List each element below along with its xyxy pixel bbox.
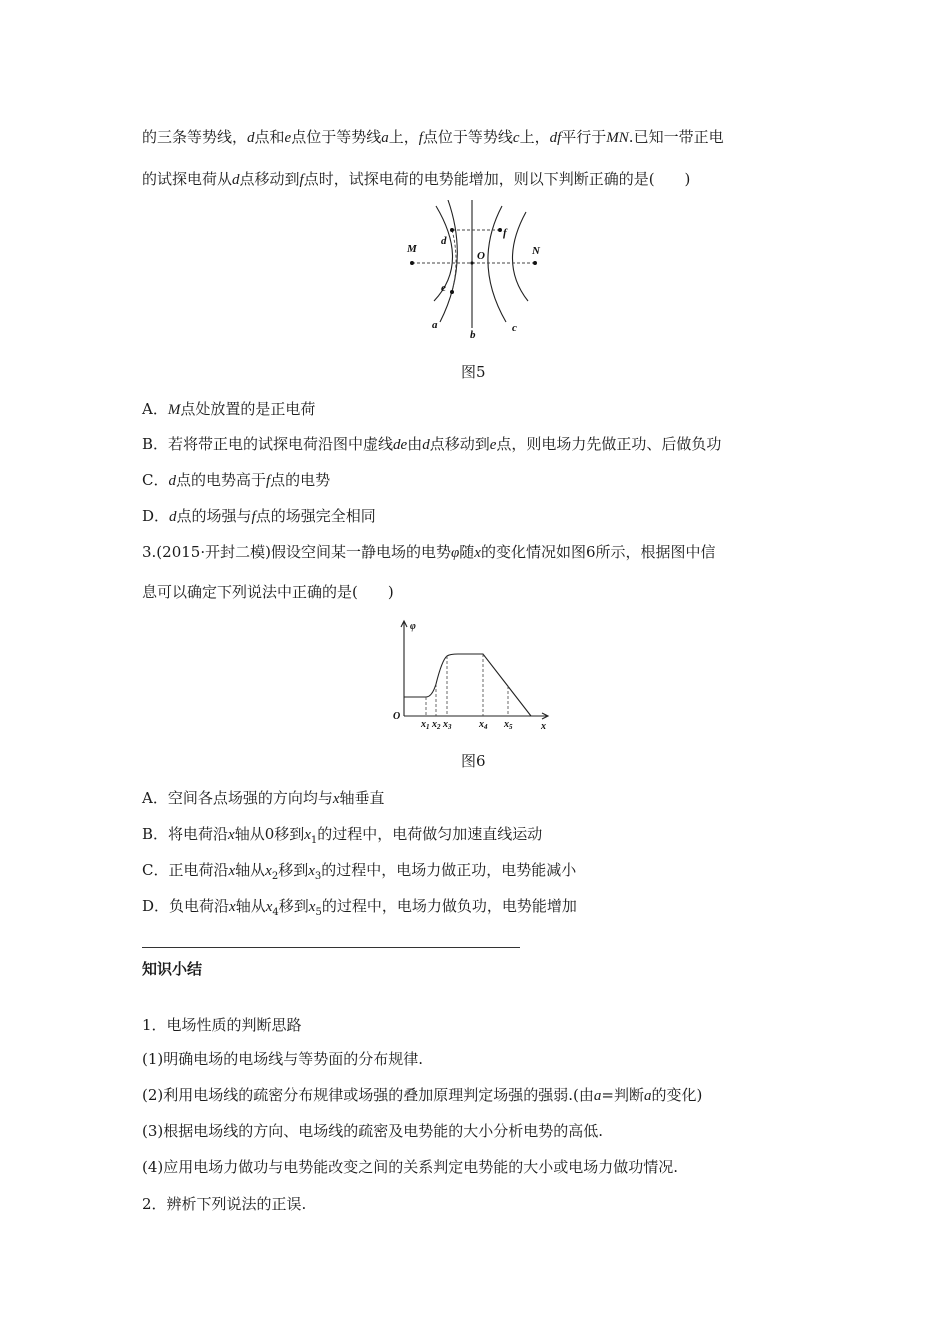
figure-5-equipotential-diagram: [400, 200, 560, 345]
label-phi: φ: [410, 621, 416, 632]
point-m: [410, 261, 414, 265]
var-d: d: [247, 130, 255, 146]
summary-item-2: 2．辨析下列说法的正误.: [142, 1195, 307, 1213]
label-b: b: [470, 329, 476, 341]
q2-stem-line-1: 的三条等势线，d点和e点位于等势线a上，f点位于等势线c上，df平行于MN.已知一带正电: [142, 128, 724, 146]
point-d: [450, 228, 454, 232]
q3-option-b: B．将电荷沿x轴从0移到$x_1$的过程中，电荷做匀加速直线运动: [142, 825, 543, 846]
label-x2: $x_2$: [432, 719, 441, 729]
label-x3: $x_3$: [443, 719, 452, 729]
label-n: N: [532, 245, 540, 257]
q2-option-d: D．d点的场强与f点的场强完全相同: [142, 507, 376, 525]
label-e: e: [441, 282, 446, 294]
curve-c: [488, 206, 506, 322]
var-df: df: [549, 130, 562, 146]
var-e: e: [284, 130, 292, 146]
potential-curve: [404, 654, 531, 716]
label-m: M: [407, 243, 417, 255]
label-o: O: [477, 250, 485, 262]
q2-option-c: C．d点的电势高于f点的电势: [142, 471, 331, 489]
summary-sub-2: (2)利用电场线的疏密分布规律或场强的叠加原理判定场强的强弱.(由a=判断a的变化): [142, 1086, 703, 1104]
q2-stem-line-2: 的试探电荷从d点移动到f点时，试探电荷的电势能增加，则以下判断正确的是( ): [142, 170, 691, 188]
summary-sub-3: (3)根据电场线的方向、电场线的疏密及电势能的大小分析电势的高低.: [142, 1122, 604, 1140]
label-x4: $x_4$: [479, 719, 488, 729]
figure-6-caption: 图6: [461, 752, 486, 770]
label-f: f: [503, 227, 507, 239]
q3-option-d: D．负电荷沿x轴从$x_4$移到$x_5$的过程中，电场力做负功，电势能增加: [142, 897, 577, 918]
summary-sub-4: (4)应用电场力做功与电势能改变之间的关系判定电势能的大小或电场力做功情况.: [142, 1158, 679, 1176]
q3-stem-line-2: 息可以确定下列说法中正确的是( ): [142, 583, 394, 601]
var-a: a: [381, 130, 389, 146]
q3-stem-line-1: 3.(2015·开封二模)假设空间某一静电场的电势φ随x的变化情况如图6所示，根据图中信: [142, 543, 716, 561]
label-x1: $x_1$: [421, 719, 430, 729]
figure-6-potential-graph: [388, 614, 558, 729]
summary-item-1: 1．电场性质的判断思路: [142, 1016, 302, 1034]
label-x: x: [541, 721, 546, 729]
label-d: d: [441, 235, 447, 247]
point-e: [450, 290, 454, 294]
q3-option-a: A．空间各点场强的方向均与x轴垂直: [142, 789, 385, 807]
summary-sub-1: (1)明确电场的电场线与等势面的分布规律.: [142, 1050, 424, 1068]
q2-option-b: B．若将带正电的试探电荷沿图中虚线de由d点移动到e点，则电场力先做正功、后做负功: [142, 435, 722, 453]
q2-option-a: A．M点处放置的是正电荷: [142, 400, 316, 418]
section-divider: [142, 947, 520, 948]
point-n: [533, 261, 537, 265]
point-f: [498, 228, 502, 232]
figure-5-caption: 图5: [461, 363, 486, 381]
var-f: f: [418, 130, 423, 146]
var-c: c: [512, 130, 520, 146]
curve-inner-right: [512, 212, 528, 301]
var-mn: MN: [606, 130, 629, 146]
q3-option-c: C．正电荷沿x轴从$x_2$移到$x_3$的过程中，电场力做正功，电势能减小: [142, 861, 577, 882]
label-a: a: [432, 319, 438, 331]
label-o: O: [393, 711, 401, 722]
summary-heading: 知识小结: [142, 960, 203, 978]
point-o: [470, 261, 473, 264]
label-c: c: [512, 322, 517, 334]
label-x5: $x_5$: [504, 719, 513, 729]
